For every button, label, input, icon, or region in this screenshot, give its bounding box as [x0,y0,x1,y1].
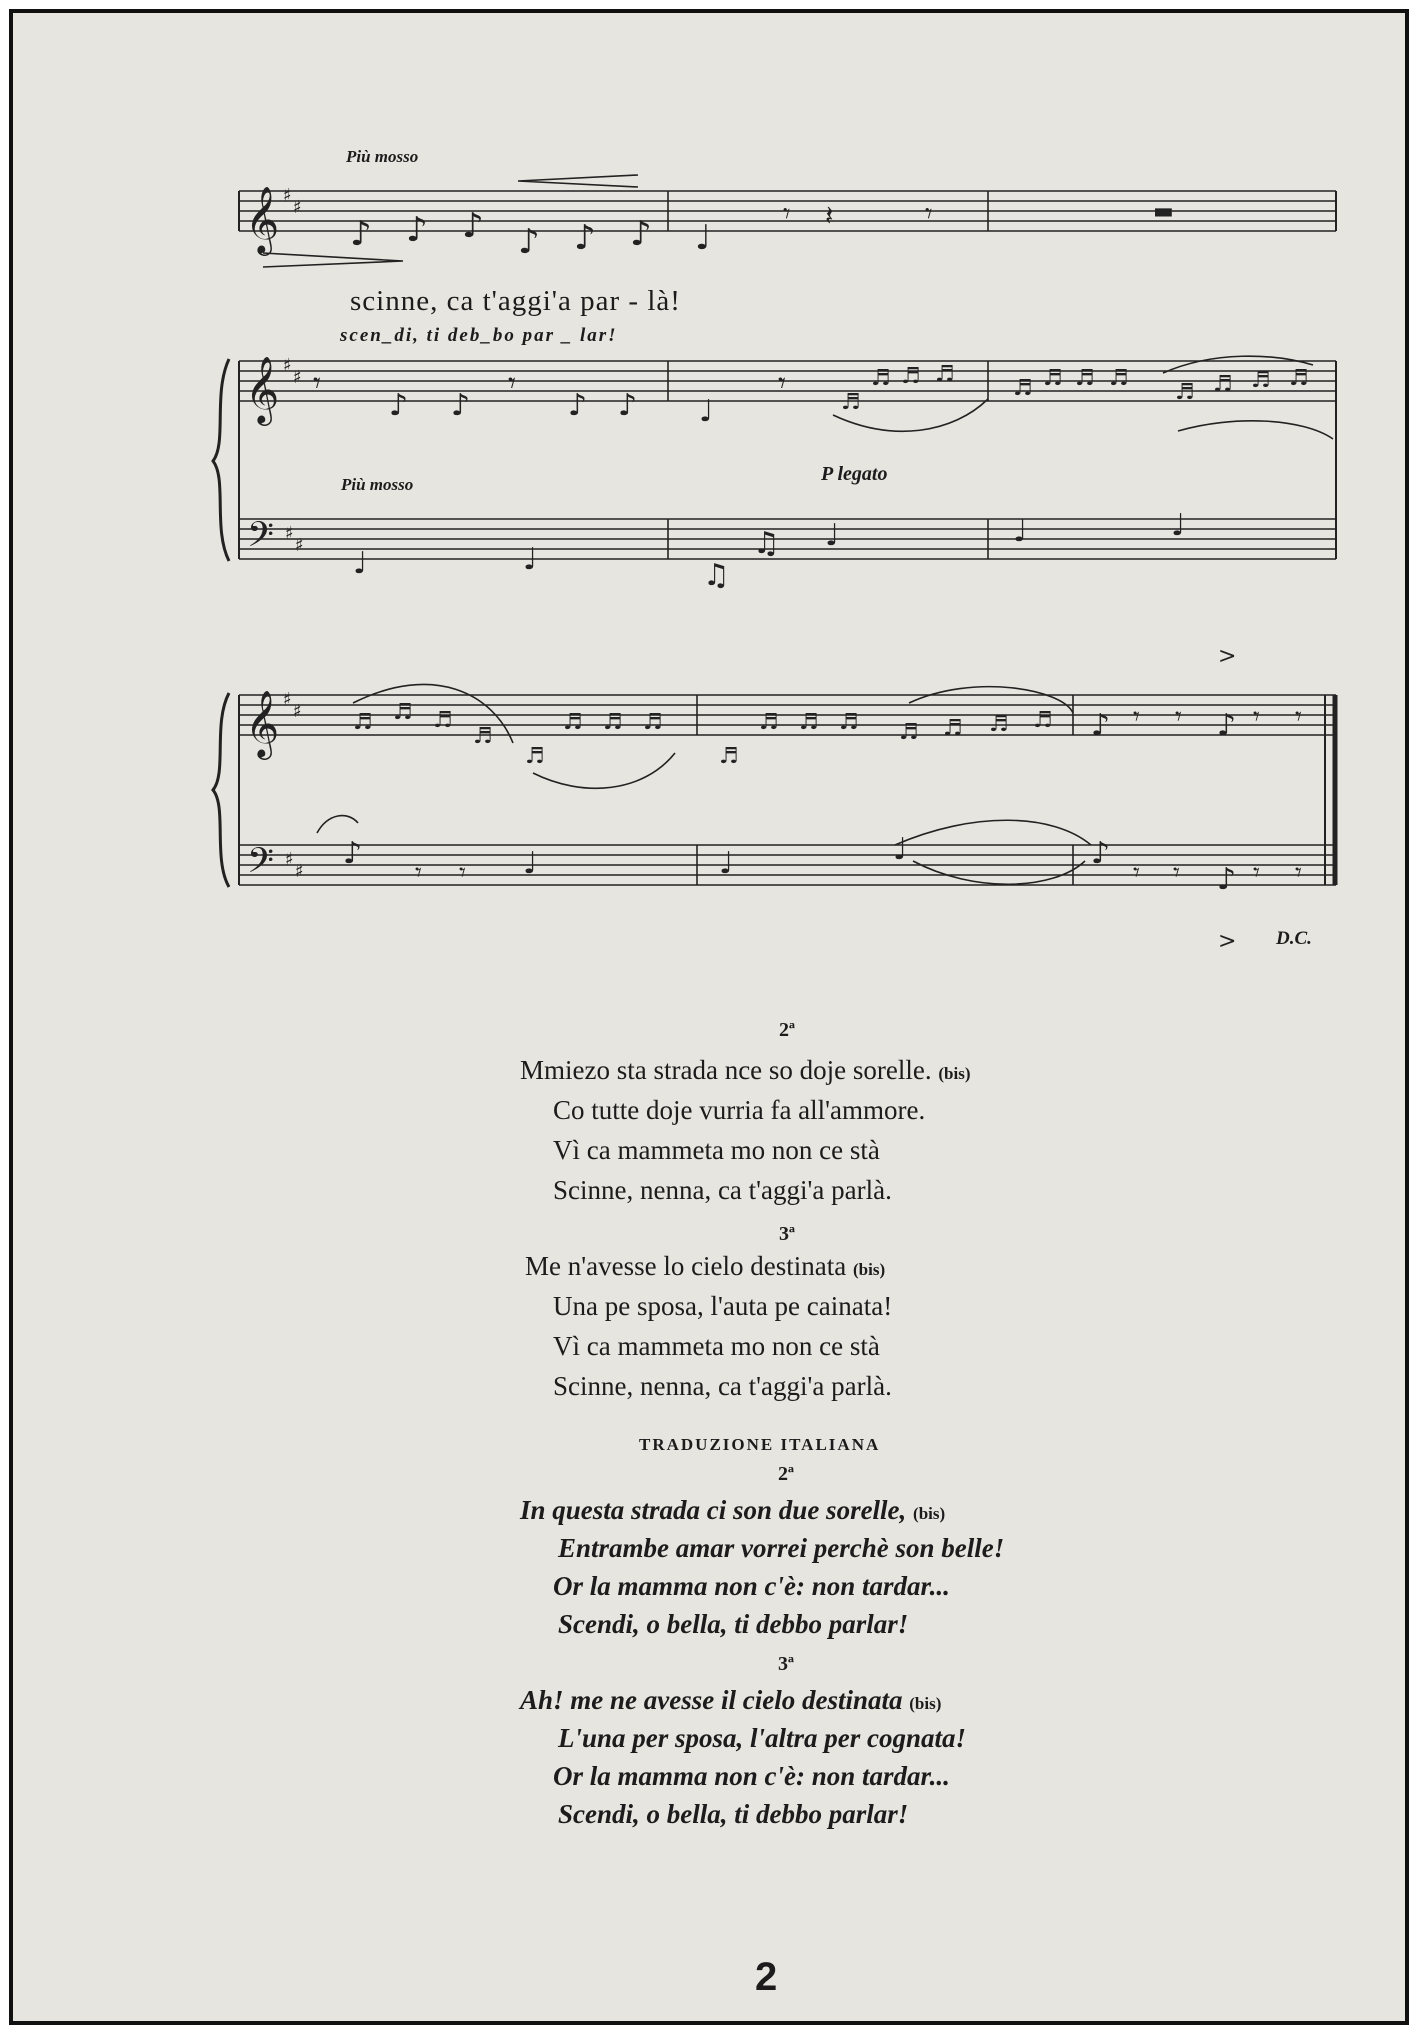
svg-text:♬: ♬ [433,708,453,733]
translation-verse-2-line-3: Or la mamma non c'è: non tardar... [553,1571,950,1601]
svg-text:♩: ♩ [825,518,840,553]
svg-text:♩: ♩ [695,218,712,258]
translation-verse-3-line-2: L'una per sposa, l'altra per cognata! [558,1723,967,1753]
verse-3-line-2: Una pe sposa, l'auta pe cainata! [553,1291,893,1321]
svg-text:♬: ♬ [1251,368,1271,393]
bass-clef-icon: 𝄢 [247,514,275,563]
svg-text:♬: ♬ [1033,708,1053,733]
svg-text:♯: ♯ [293,197,302,218]
verse-3-line-4: Scinne, nenna, ca t'aggi'a parlà. [553,1371,892,1401]
verse-2-line-1-text: Mmiezo sta strada nce so doje sorelle. [520,1055,932,1085]
svg-text:♪: ♪ [1217,862,1237,897]
svg-text:♩: ♩ [523,846,538,881]
svg-text:♩: ♩ [893,832,908,867]
svg-text:♬: ♬ [839,710,859,735]
svg-text:♯: ♯ [283,689,292,710]
svg-text:♪: ♪ [568,388,588,423]
svg-text:♬: ♬ [989,712,1009,737]
svg-text:𝄾: 𝄾 [778,366,786,401]
svg-text:♩: ♩ [699,394,714,429]
svg-text:♪: ♪ [462,206,484,246]
dynamic-marking: P legato [821,463,888,485]
svg-text:𝄾: 𝄾 [1133,702,1140,732]
svg-text:♪: ♪ [343,836,363,871]
svg-text:𝄾: 𝄾 [1173,858,1180,888]
svg-text:♬: ♬ [719,744,739,769]
bass-clef-icon: 𝄢 [247,840,275,889]
tempo-vocal: Più mosso [346,147,419,166]
svg-text:♬: ♬ [1175,380,1195,405]
svg-text:♯: ♯ [285,523,294,544]
svg-text:♪: ♪ [630,214,652,254]
verse-3-line-1-text: Me n'avesse lo cielo destinata [525,1251,847,1281]
svg-text:𝄾: 𝄾 [415,858,422,888]
translation-verse-3-line-3: Or la mamma non c'è: non tardar... [553,1761,950,1791]
svg-text:♩: ♩ [1013,514,1028,549]
svg-text:♬: ♬ [603,710,623,735]
verse-2-line-1 [520,1055,971,1086]
treble-clef-icon: 𝄞 [245,689,280,757]
page-number: 2 [755,1955,778,1999]
svg-text:♬: ♬ [901,364,921,389]
svg-text:𝄾: 𝄾 [1133,858,1140,888]
translation-verse-2-line-1 [520,1495,945,1526]
svg-text:♪: ♪ [618,388,638,423]
svg-text:♪: ♪ [406,210,428,250]
verse-2-number: 2ª [779,1019,795,1041]
translation-verse-3-line-4: Scendi, o bella, ti debbo parlar! [558,1799,909,1829]
svg-text:𝄾: 𝄾 [459,858,466,888]
translation-title: TRADUZIONE ITALIANA [639,1435,881,1454]
verse-2-line-3: Vì ca mammeta mo non ce stà [553,1135,880,1165]
translation-verse-2-number: 2ª [778,1463,794,1485]
svg-text:♬: ♬ [935,362,955,387]
svg-text:♬: ♬ [393,700,413,725]
tempo-piano: Più mosso [341,475,414,494]
svg-text:♬: ♬ [643,710,663,735]
translation-verse-3-bis: (bis) [909,1694,942,1713]
translation-verse-3-number: 3ª [778,1653,794,1675]
svg-text:𝄾: 𝄾 [783,197,791,230]
treble-clef-icon: 𝄞 [245,185,280,253]
svg-text:♯: ♯ [293,701,302,722]
svg-text:♯: ♯ [295,861,304,882]
svg-text:♬: ♬ [871,366,891,391]
svg-text:>: > [1218,929,1237,954]
svg-text:▬: ▬ [1153,199,1174,224]
translation-verse-2-line-4: Scendi, o bella, ti debbo parlar! [558,1609,909,1639]
svg-text:♬: ♬ [799,710,819,735]
verse-3-number: 3ª [779,1223,795,1245]
svg-text:♬: ♬ [473,724,493,749]
svg-text:𝄾: 𝄾 [1295,858,1302,888]
svg-text:♬: ♬ [1013,376,1033,401]
verse-3-line-1 [525,1251,885,1282]
svg-text:♬: ♬ [1213,372,1233,397]
verse-2-line-2: Co tutte doje vurria fa all'ammore. [553,1095,926,1125]
svg-text:♩: ♩ [1171,508,1186,543]
verse-3-line-3: Vì ca mammeta mo non ce stà [553,1331,880,1361]
lyric-dialect: scinne, ca t'aggi'a par - là! [350,285,681,317]
treble-clef-icon: 𝄞 [245,355,280,423]
verse-2-line-4: Scinne, nenna, ca t'aggi'a parlà. [553,1175,892,1205]
svg-text:♩: ♩ [353,546,368,581]
svg-text:♪: ♪ [574,218,596,258]
svg-text:♬: ♬ [1109,366,1129,391]
svg-text:𝄾: 𝄾 [1253,858,1260,888]
svg-text:♬: ♬ [841,390,861,415]
svg-text:♬: ♬ [1289,366,1309,391]
svg-text:♬: ♬ [759,710,779,735]
svg-text:𝄽: 𝄽 [825,199,834,232]
svg-text:♩: ♩ [523,542,538,577]
translation-verse-3-line-1-text: Ah! me ne avesse il cielo destinata [520,1685,903,1715]
translation-verse-2-bis: (bis) [913,1504,946,1523]
svg-text:𝄾: 𝄾 [1253,702,1260,732]
lyric-translation: scen_di, ti deb_bo par _ lar! [340,325,618,346]
svg-text:♯: ♯ [293,367,302,388]
svg-text:♬: ♬ [1043,366,1063,391]
svg-text:♯: ♯ [283,185,292,206]
svg-text:♪: ♪ [350,214,372,254]
svg-text:♪: ♪ [1091,708,1111,743]
svg-text:♬: ♬ [943,716,963,741]
svg-text:♫: ♫ [703,558,730,593]
svg-text:♯: ♯ [285,849,294,870]
svg-text:♪: ♪ [1091,836,1111,871]
music-score [13,13,1405,973]
translation-verse-3-line-1 [520,1685,941,1716]
da-capo: D.C. [1276,928,1312,949]
svg-text:♪: ♪ [451,388,471,423]
svg-text:𝄾: 𝄾 [508,366,516,401]
svg-text:♬: ♬ [525,744,545,769]
verse-2-bis: (bis) [938,1064,971,1083]
svg-text:♩: ♩ [719,846,734,881]
svg-text:♪: ♪ [518,222,540,262]
svg-text:𝄾: 𝄾 [1295,702,1302,732]
svg-text:♯: ♯ [295,535,304,556]
page-frame [9,9,1409,2025]
svg-text:♪: ♪ [1217,708,1237,743]
svg-text:♬: ♬ [563,710,583,735]
svg-text:♬: ♬ [1075,366,1095,391]
svg-text:♪: ♪ [389,388,409,423]
svg-text:♫: ♫ [753,526,780,561]
svg-text:♬: ♬ [353,710,373,735]
svg-text:>: > [1218,644,1237,669]
svg-text:𝄾: 𝄾 [1175,702,1182,732]
verse-3-bis: (bis) [853,1260,886,1279]
translation-verse-2-line-2: Entrambe amar vorrei perchè son belle! [558,1533,1005,1563]
svg-text:♯: ♯ [283,355,292,376]
svg-text:𝄾: 𝄾 [313,366,321,401]
svg-text:♬: ♬ [899,720,919,745]
svg-text:𝄾: 𝄾 [925,197,933,230]
translation-verse-2-line-1-text: In questa strada ci son due sorelle, [520,1495,907,1525]
